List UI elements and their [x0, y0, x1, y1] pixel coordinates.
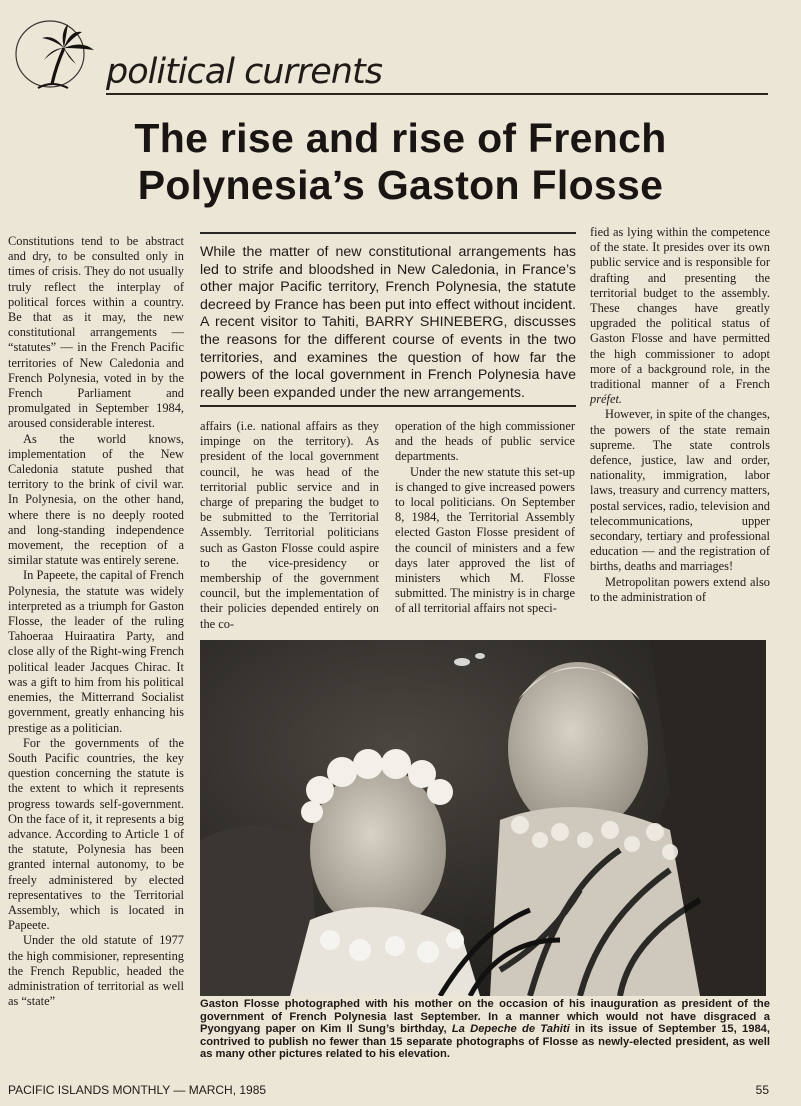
caption-text-2: in its issue of September 15, 1984, contrived to publish no fewer than 15 separate photographs of Flosse as newly-elected president, as well as many other pictures related to his elevation. — [200, 1023, 770, 1061]
palm-tree-icon — [12, 18, 102, 92]
paragraph-text: fied as lying within the competence of the state. It presides over its own public service and is responsible for drafting and presenting the territorial budget to the assembly. These changes have greatly upgraded the political status of Gaston Flosse and have permitted the high commissioner to adopt more of a background role, in the traditional manner of a French — [590, 225, 770, 392]
caption-italic-title: La Depeche de Tahiti — [451, 1023, 570, 1036]
photo-illustration — [200, 640, 766, 996]
paragraph: Under the old statute of 1977 the high commisioner, representing the French Republic, headed the administration of territorial as well as “state” — [8, 933, 184, 1009]
paragraph: operation of the high commissioner and the heads of public service departments. — [395, 419, 575, 464]
section-header — [8, 14, 768, 92]
paragraph — [590, 225, 770, 407]
paragraph: In Papeete, the capital of French Polynesia, the statute was widely interpreted as a triumph for Gaston Flosse, the leader of the ruling Tahoeraa Huiraatira Party, and close ally of the Right-wing French political leader Jacques Chirac. It was a gift to him from his political enemies, the Mitterrand Socialist government, greatly enhancing his prestige as a politician. — [8, 568, 184, 735]
body-column-2 — [200, 419, 379, 632]
paragraph: For the governments of the South Pacific countries, the key question concerning the statute is the extent to which it represents progress towards self-government. On the face of it, it represents a big advance. According to Article 1 of the statute, Polynesia has been granted internal autonomy, to be freely administered by elected representatives to the Territorial Assembly, which is located in Papeete. — [8, 735, 184, 933]
paragraph: However, in spite of the changes, the powers of the state remain supreme. The state controls defence, justice, law and order, nationality, immigration, labor laws, treasury and currency matters, postal services, radio, television and telecommunications, upper secondary, tertiary and professional education — and the registration of births, deaths and marriages! — [590, 407, 771, 574]
page-number: 55 — [755, 1083, 769, 1097]
paragraph: Constitutions tend to be abstract and dry, to be consulted only in times of crisis. They do not usually truly reflect the interplay of political forces within a country. Be that as it may, the new constitutional arrangements — “statutes” — in the French Pacific territories of New Caledonia and French Polynesia, voted in by the French Parliament and promulgated in September 1984, aroused considerable interest. — [8, 234, 184, 431]
headline-line-1: The rise and rise of French — [134, 115, 667, 161]
headline-line-2: Polynesia’s Gaston Flosse — [137, 162, 664, 208]
article-headline — [0, 115, 801, 209]
section-divider — [106, 93, 768, 95]
caption-text-1: Gaston Flosse photographed with his mother on the occasion of his inauguration as president of the government of French Polynesia last September. In a manner which would not have disgraced a Pyongyang paper on Kim Il Sung’s birthday, — [200, 998, 770, 1036]
section-title: political currents — [106, 52, 382, 92]
article-photo — [200, 640, 766, 996]
body-column-4 — [590, 225, 770, 605]
standfirst: While the matter of new constitutional arrangements has led to strife and bloodshed in New Caledonia, in France’s other major Pacific territory, French Polynesia, the statute decreed by France has been put into effect without incident. A recent visitor to Tahiti, BARRY SHINEBERG, discusses the reasons for the different course of events in the two territories, and examines the question of how far the powers of the local government in French Polynesia have really been expanded under the new arrangements. — [200, 244, 576, 401]
paragraph: Metropolitan powers extend also to the administration of — [590, 574, 770, 604]
publication-footer: PACIFIC ISLANDS MONTHLY — MARCH, 1985 — [8, 1083, 267, 1097]
paragraph: As the world knows, implementation of the New Caledonia statute pushed that territory to the brink of civil war. In Polynesia, on the other hand, where there is no deeply rooted and long-standing independence movement, the reception of a similar statute was entirely serene. — [8, 431, 184, 568]
standfirst-rule-top — [200, 232, 576, 234]
standfirst-rule-bottom — [200, 405, 576, 407]
body-column-3 — [395, 419, 575, 617]
body-column-1 — [8, 234, 184, 1009]
photo-caption — [200, 998, 770, 1061]
paragraph: Under the new statute this set-up is changed to give increased powers to local politicians. On September 8, 1984, the Territorial Assembly elected Gaston Flosse president of the council of ministers and a few days later approved the list of ministers which M. Flosse submitted. The ministry is in charge of all territorial affairs not speci- — [395, 464, 575, 616]
italic-term: préfet. — [590, 392, 622, 407]
paragraph: affairs (i.e. national affairs as they impinge on the territory). As president of the local government council, he was head of the territorial public service and in charge of preparing the budget to be submitted to the Territorial Assembly. Territorial politicians such as Gaston Flosse could aspire to the vice-presidency or membership of the government council, but the implementation of their policies depended entirely on the co- — [200, 419, 379, 631]
